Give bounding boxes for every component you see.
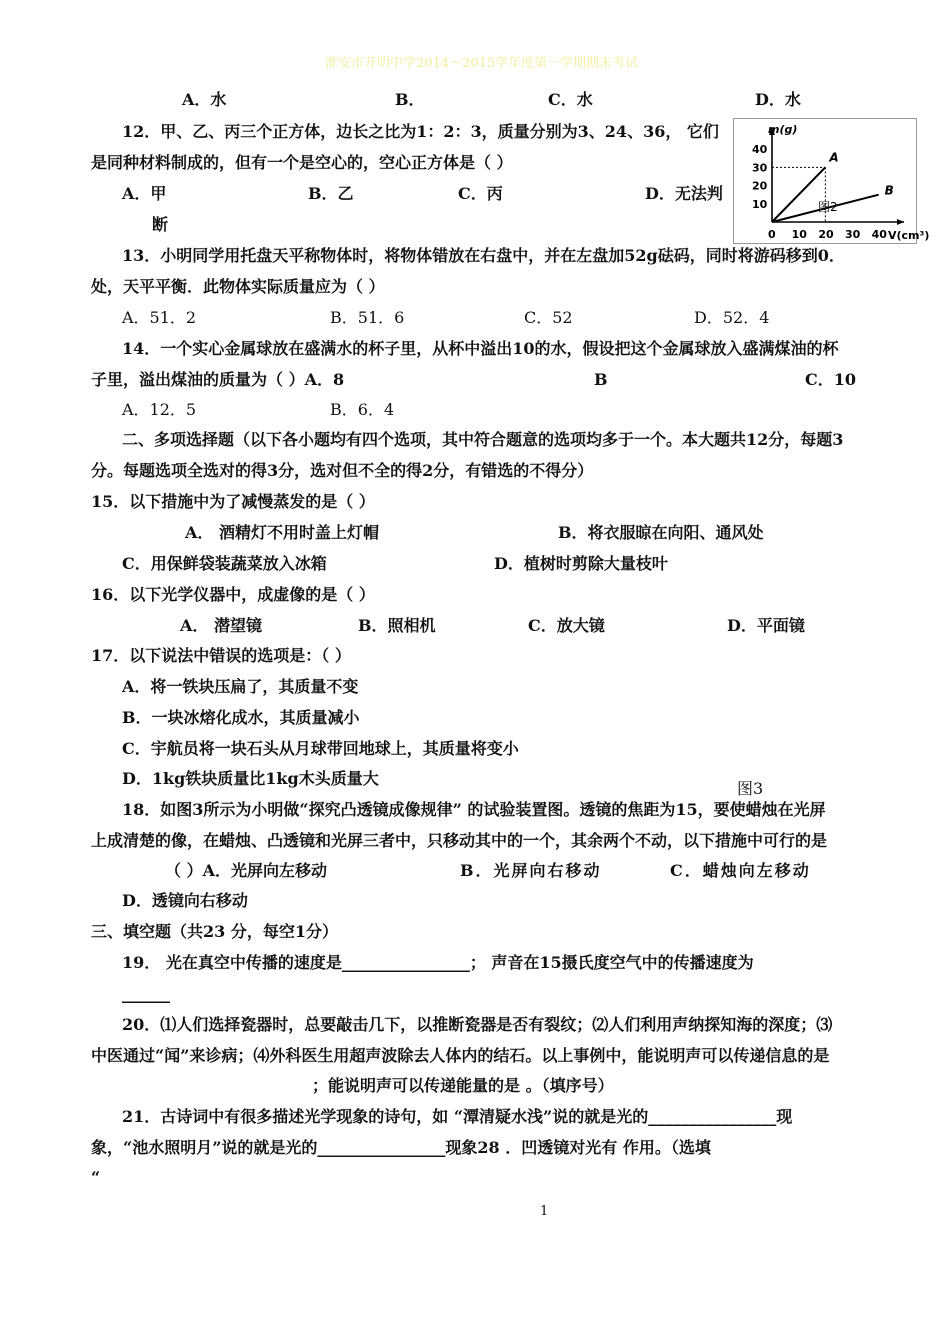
q21-line3: “ (91, 1168, 101, 1187)
q16-stem: 16．以下光学仪器中，成虚像的是（ ） (91, 585, 375, 604)
q14-stem-line1: 14．一个实心金属球放在盛满水的杯子里，从杯中溢出10的水，假设把这个金属球放入盛满煤油的杯 (122, 339, 839, 358)
section2-intro-line1: 二、多项选择题（以下各小题均有四个选项，其中符合题意的选项均多于一个。本大题共12分，每题3 (122, 430, 844, 449)
q18-stem-line3: （ ）A．光屏向左移动 (165, 861, 327, 880)
section3-title: 三、填空题（共23 分，每空1分） (91, 922, 338, 941)
q18-stem-line1: 18．如图3所示为小明做“探究凸透镜成像规律” 的试验装置图。透镜的焦距为15，要使蜡烛在光屏 (122, 800, 826, 819)
q17-option-d: D．1kg铁块质量比1kg木头质量大 (122, 769, 379, 788)
q15-option-a: A． 酒精灯不用时盖上灯帽 (185, 523, 379, 542)
q20-line3: ；能说明声可以传递能量的是 。（填序号） (312, 1076, 614, 1095)
q16-option-c: C．放大镜 (528, 616, 605, 635)
q12-option-c: C．丙 (458, 184, 503, 203)
q20-line1: 20．⑴人们选择瓷器时，总要敲击几下，以推断瓷器是否有裂纹；⑵人们利用声纳探知海的深度；⑶ (122, 1015, 833, 1034)
x-axis-label: V(cm³) (888, 229, 930, 242)
section2-intro-line2: 分。每题选项全选对的得3分，选对但不全的得2分，有错选的不得分） (91, 461, 594, 480)
q13-option-b: B．51．6 (330, 308, 405, 327)
chart-svg (734, 119, 930, 243)
q19-line2: ______ (122, 984, 170, 1003)
q15-stem: 15．以下措施中为了减慢蒸发的是（ ） (91, 492, 375, 511)
figure-2-label: 图2 (818, 200, 838, 214)
q15-option-b: B．将衣服晾在向阳、通风处 (558, 523, 764, 542)
q13-stem-line1: 13．小明同学用托盘天平称物体时，将物体错放在右盘中，并在左盘加52g砝码，同时将游码移到0． (122, 246, 845, 265)
exam-header: 淮安市开明中学2014～2015学年度第一学期期末考试 (325, 56, 639, 71)
q14-stem-line2: 子里，溢出煤油的质量为（ ）A．8 (91, 370, 345, 389)
x-axis-arrow (897, 219, 904, 225)
page-number: 1 (540, 1204, 549, 1219)
q17-option-a: A．将一铁块压扁了，其质量不变 (122, 677, 359, 696)
q21-line2: 象，“池水照明月”说的就是光的________________现象28 ．凹透镜对光有 作用。（选填 (91, 1138, 711, 1157)
q12-stem-line1: 12．甲、乙、丙三个正方体，边长之比为1：2：3，质量分别为3、24、36， 它们 (122, 122, 719, 141)
q17-option-c: C．宇航员将一块石头从月球带回地球上，其质量将变小 (122, 739, 519, 758)
q20-line2: 中医通过“闻”来诊病；⑷外科医生用超声波除去人体内的结石。以上事例中，能说明声可以传递信息的是 (91, 1046, 830, 1065)
prev-option-a: A．水 (182, 90, 227, 109)
q21-line1: 21．古诗词中有很多描述光学现象的诗句，如 “潭清疑水浅”说的就是光的________________现 (122, 1107, 793, 1126)
q18-stem-line2: 上成清楚的像，在蜡烛、凸透镜和光屏三者中，只移动其中的一个，其余两个不动，以下措施中可行的是 (91, 831, 828, 850)
figure-2-mass-volume-chart (733, 118, 930, 244)
y-tick-label: 40 (752, 143, 768, 157)
prev-option-d: D．水 (755, 90, 801, 109)
q15-option-d: D．植树时剪除大量枝叶 (494, 554, 668, 573)
q16-option-b: B．照相机 (358, 616, 436, 635)
y-tick-label: 20 (752, 179, 768, 193)
q17-stem: 17．以下说法中错误的选项是：（ ） (91, 646, 351, 665)
q15-option-c: C．用保鲜袋装蔬菜放入冰箱 (122, 554, 327, 573)
x-tick-label: 30 (845, 228, 861, 241)
q13-option-d: D．52．4 (694, 308, 770, 327)
q16-option-a: A． 潜望镜 (180, 616, 262, 635)
q16-option-d: D．平面镜 (727, 616, 805, 635)
figure-3-label: 图3 (737, 779, 764, 798)
x-tick-label: 40 (871, 228, 887, 241)
q12-option-d: D．无法判 (645, 184, 723, 203)
series-label-A: A (829, 150, 839, 165)
q19-line1: 19． 光在真空中传播的速度是________________； 声音在15摄氏度空气中的传播速度为 (122, 953, 754, 972)
q17-option-b: B．一块冰熔化成水，其质量减小 (122, 708, 360, 727)
prev-option-b: B． (395, 90, 425, 109)
y-tick-label: 30 (752, 161, 768, 175)
q13-option-c: C．52 (524, 308, 573, 327)
q13-option-a: A．51．2 (122, 308, 197, 327)
q12-option-d-cont: 断 (152, 215, 169, 234)
q18-option-b: B．光屏向右移动 (460, 861, 602, 880)
q18-option-c: C．蜡烛向左移动 (670, 861, 811, 880)
q14-option-a2: A．12．5 (122, 400, 197, 419)
q12-stem-line2: 是同种材料制成的，但有一个是空心的，空心正方体是（ ） (91, 153, 513, 172)
series-label-B: B (884, 183, 894, 198)
prev-option-c: C．水 (548, 90, 593, 109)
q14-option-b2: B．6．4 (330, 400, 395, 419)
q13-stem-line2: 处，天平平衡．此物体实际质量应为（ ） (91, 277, 385, 296)
q14-option-b-mark: B (594, 370, 608, 389)
q18-option-d: D．透镜向右移动 (122, 891, 248, 910)
x-tick-label: 20 (818, 228, 834, 241)
x-tick-label: 10 (791, 228, 807, 241)
x-tick-label: 0 (768, 228, 776, 241)
y-tick-label: 10 (752, 197, 768, 211)
q12-option-a: A．甲 (122, 184, 167, 203)
q14-option-c: C．10 (805, 370, 857, 389)
q12-option-b: B．乙 (308, 184, 354, 203)
y-axis-label: m(g) (768, 123, 798, 136)
